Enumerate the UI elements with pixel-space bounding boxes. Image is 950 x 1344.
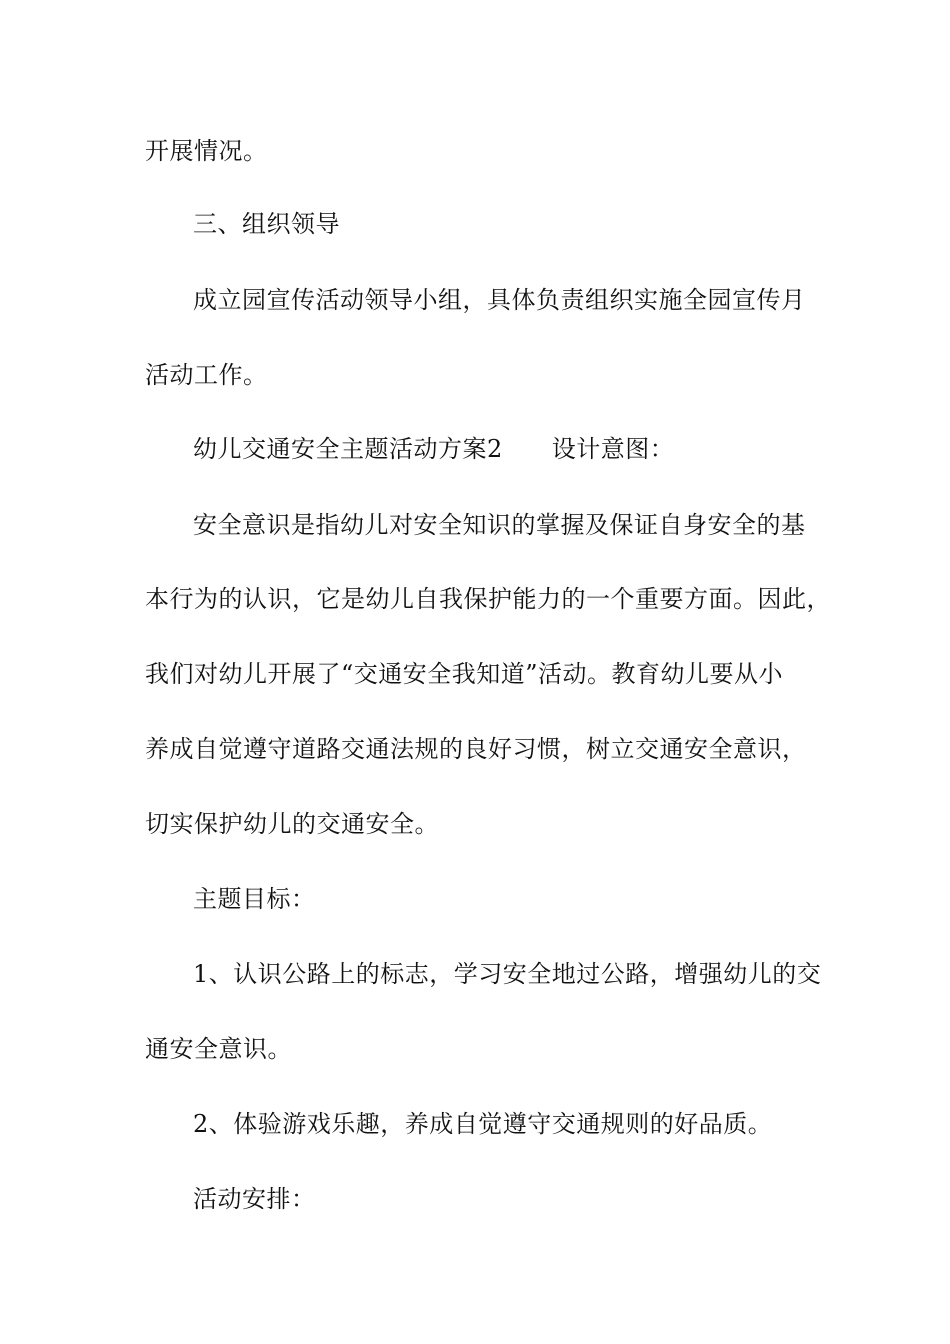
text-line: 开展情况。	[145, 137, 268, 165]
text-line: 通安全意识。	[145, 1035, 292, 1063]
section-heading: 三、组织领导	[193, 210, 340, 238]
text-line: 我们对幼儿开展了“交通安全我知道”活动。教育幼儿要从小	[145, 660, 784, 688]
text-line: 活动工作。	[145, 361, 268, 389]
list-item: 2、体验游戏乐趣，养成自觉遵守交通规则的好品质。	[193, 1110, 773, 1138]
text-line: 安全意识是指幼儿对安全知识的掌握及保证自身安全的基	[193, 511, 806, 539]
text-line: 切实保护幼儿的交通安全。	[145, 810, 439, 838]
text-line: 成立园宣传活动领导小组，具体负责组织实施全园宣传月	[193, 286, 806, 314]
text-line: 养成自觉遵守道路交通法规的良好习惯，树立交通安全意识，	[145, 735, 807, 763]
list-item: 1、认识公路上的标志，学习安全地过公路，增强幼儿的交	[193, 960, 822, 988]
section-heading: 活动安排：	[193, 1185, 316, 1213]
text-line: 本行为的认识，它是幼儿自我保护能力的一个重要方面。因此，	[145, 585, 831, 613]
section-heading: 主题目标：	[193, 885, 316, 913]
section-heading: 幼儿交通安全主题活动方案2 设计意图：	[193, 435, 675, 463]
